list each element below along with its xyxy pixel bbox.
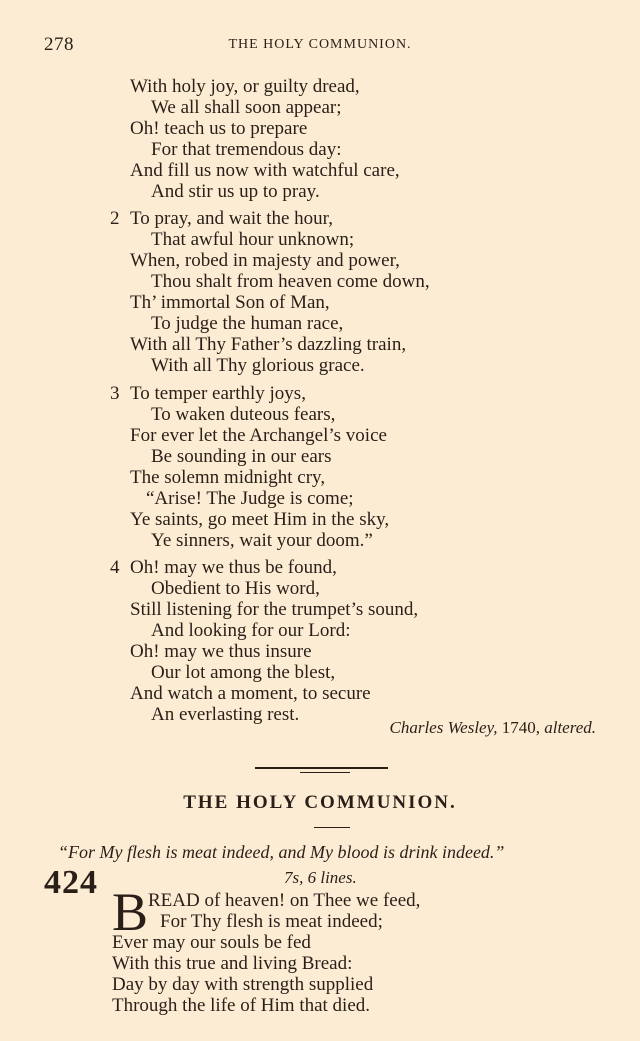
verse-line: Our lot among the blest, <box>151 662 336 683</box>
verse-line: With all Thy glorious grace. <box>151 355 365 376</box>
section-divider-thin <box>300 772 350 773</box>
verse-line: For that tremendous day: <box>151 139 342 160</box>
verse-line: Still listening for the trumpet’s sound, <box>130 599 419 620</box>
verse-line: And watch a moment, to secure <box>130 683 371 704</box>
verse-line: Obedient to His word, <box>151 578 320 599</box>
verse-line: To judge the human race, <box>151 313 344 334</box>
verse-line: To waken duteous fears, <box>151 404 336 425</box>
verse-line: And fill us now with watchful care, <box>130 160 400 181</box>
verse-line: Ye sinners, wait your doom.” <box>151 530 373 551</box>
page-number: 278 <box>44 34 74 55</box>
verse-number: 3 <box>110 383 120 404</box>
verse-line: Oh! teach us to prepare <box>130 118 308 139</box>
verse-line: When, robed in majesty and power, <box>130 250 400 271</box>
verse-line: READ of heaven! on Thee we feed, <box>148 890 421 911</box>
section-divider <box>255 767 388 769</box>
verse-line: To pray, and wait the hour, <box>130 208 333 229</box>
verse-line: The solemn midnight cry, <box>130 467 326 488</box>
attribution-note: altered. <box>544 718 596 737</box>
verse-line: For Thy flesh is meat indeed; <box>160 911 383 932</box>
verse-line: “Arise! The Judge is come; <box>146 488 354 509</box>
verse-line: Thou shalt from heaven come down, <box>151 271 430 292</box>
verse-line: An everlasting rest. <box>151 704 300 725</box>
verse-line: That awful hour unknown; <box>151 229 355 250</box>
verse-number: 4 <box>110 557 120 578</box>
verse-line: We all shall soon appear; <box>151 97 342 118</box>
hymn-attribution <box>389 718 596 738</box>
hymn-meter: 7s, 6 lines. <box>284 868 357 887</box>
verse-line: Day by day with strength supplied <box>112 974 374 995</box>
verse-line: Oh! may we thus insure <box>130 641 312 662</box>
verse-number: 2 <box>110 208 120 229</box>
verse-line: For ever let the Archangel’s voice <box>130 425 387 446</box>
running-title: THE HOLY COMMUNION. <box>228 37 412 52</box>
verse-line: Ye saints, go meet Him in the sky, <box>130 509 390 530</box>
verse-line: And looking for our Lord: <box>151 620 351 641</box>
verse-line: Th’ immortal Son of Man, <box>130 292 330 313</box>
verse-line: Be sounding in our ears <box>151 446 332 467</box>
hymn-number: 424 <box>44 864 98 901</box>
verse-line: Ever may our souls be fed <box>112 932 311 953</box>
verse-line: With holy joy, or guilty dread, <box>130 76 360 97</box>
author-name: Charles Wesley, <box>389 718 498 737</box>
verse-line: Oh! may we thus be found, <box>130 557 337 578</box>
attribution-year: 1740, <box>501 718 540 737</box>
verse-line: With this true and living Bread: <box>112 953 353 974</box>
section-title: THE HOLY COMMUNION. <box>183 792 457 813</box>
verse-line: Through the life of Him that died. <box>112 995 371 1016</box>
verse-line: With all Thy Father’s dazzling train, <box>130 334 407 355</box>
scripture-epigraph: “For My flesh is meat indeed, and My blood is drink indeed.” <box>58 842 505 862</box>
page-header <box>44 34 596 60</box>
drop-cap: B <box>112 882 149 942</box>
verse-line: To temper earthly joys, <box>130 383 306 404</box>
title-underline <box>314 827 350 828</box>
verse-line: And stir us up to pray. <box>151 181 320 202</box>
